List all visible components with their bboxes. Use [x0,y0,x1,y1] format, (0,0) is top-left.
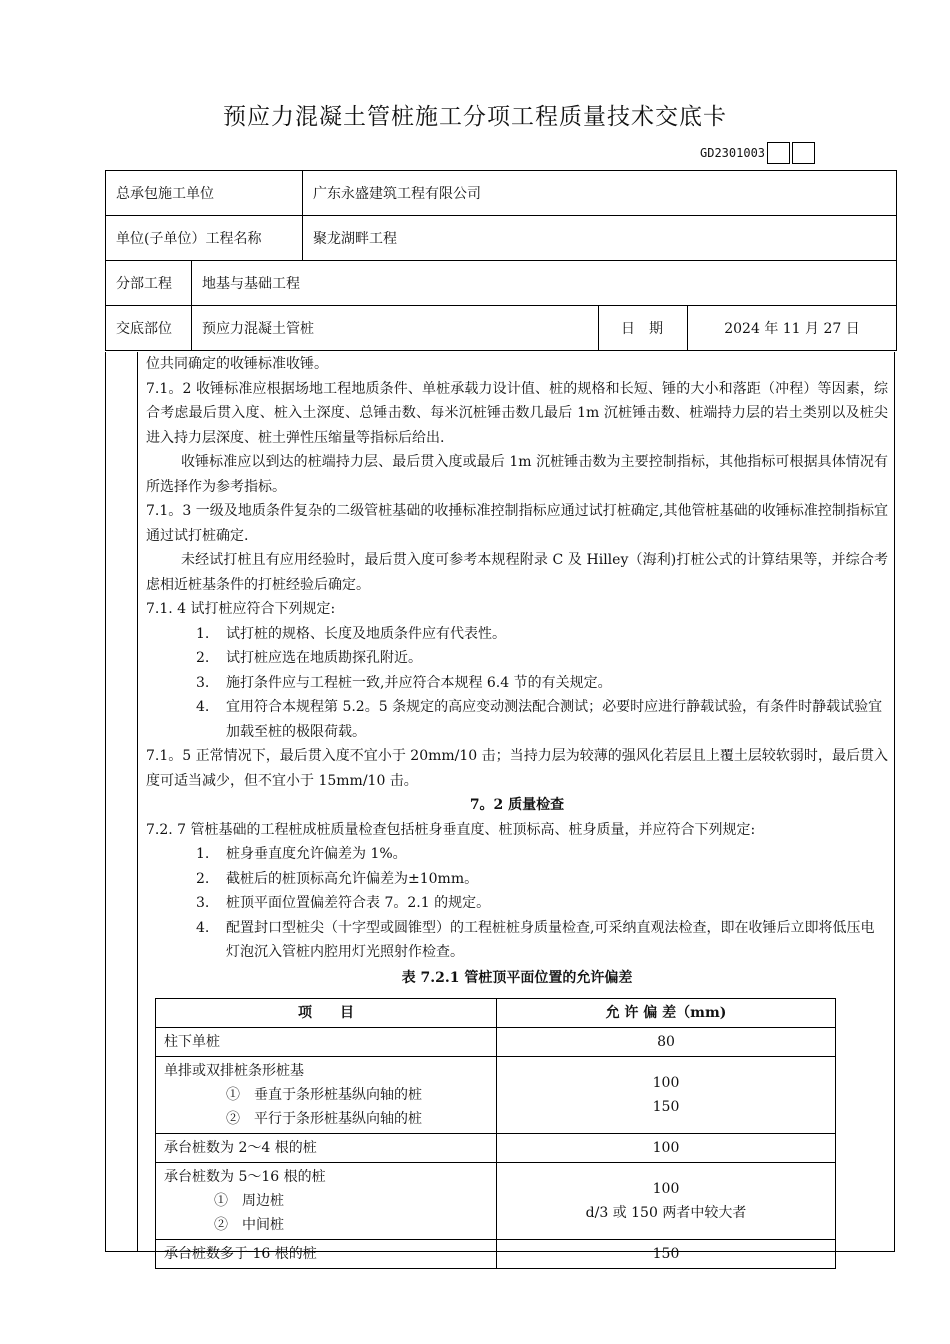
paragraph: 7.1。3 一级及地质条件复杂的二级管桩基础的收捶标准控制指标应通过试打桩确定,其他管桩基础的收锤标准控制指标宜通过试打桩确定. [146,503,888,544]
header-row-part [106,306,896,351]
list-number: 2. [196,650,210,666]
list-number: 1. [196,625,210,642]
list-text: 桩顶平面位置偏差符合表 7。2.1 的规定。 [226,895,491,911]
paragraph: 7.1。2 收锤标准应根据场地工程地质条件、单桩承载力设计值、桩的规格和长短、锤的大小和落距（冲程）等因素，综合考虑最后贯入度、桩入土深度、总锤击数、每米沉桩锤击数几最后 1m 沉桩锤击数、桩端持力层的岩土类别以及桩尖进入持力层深度、桩土弹性压缩量等指标后给出. [146,380,888,446]
doc-code [700,142,815,164]
header-row-division [106,261,896,306]
list-item [146,867,888,892]
header-row-project [106,216,896,261]
paragraph: 位共同确定的收锤标准收锤。 [146,356,328,372]
division-label: 分部工程 [116,276,172,292]
col-header-deviation: 允 许 偏 差（mm) [497,999,836,1028]
list-text: 试打桩应选在地质勘探孔附近。 [226,650,422,666]
paragraph: 未经试打桩且有应用经验时，最后贯入度可参考本规程附录 C 及 Hilley（海利)打桩公式的计算结果等，并综合考虑相近桩基条件的打桩经验后确定。 [146,552,888,593]
date-label: 日 期 [598,306,687,350]
doc-code-text: GD2301003 [700,146,766,160]
row-item: 承台桩数多于 16 根的桩 [156,1240,497,1269]
paragraph: 收锤标准应以到达的桩端持力层、最后贯入度或最后 1m 沉桩锤击数为主要控制指标，其他指标可根据具体情况有所选择作为参考指标。 [146,454,888,495]
row-deviation-value: 100 [652,1181,680,1197]
deviation-table [155,998,836,1269]
row-item-sub: ① 周边桩 [214,1193,284,1209]
list-item [146,916,888,965]
section-title: 7。2 质量检查 [469,797,565,813]
row-deviation-value: d/3 或 150 两者中较大者 [585,1205,747,1221]
part-label: 交底部位 [116,321,172,337]
table-row [156,1163,836,1240]
list-number: 4. [196,919,210,936]
list-number: 1. [196,846,210,862]
row-deviation-value: 100 [652,1075,680,1091]
row-item-title: 单排或双排桩条形桩基 [164,1063,304,1079]
division-value: 地基与基础工程 [191,261,896,305]
table-row [156,1134,836,1163]
row-deviation: 100 [497,1134,836,1163]
row-item: 柱下单桩 [156,1028,497,1057]
part-value: 预应力混凝土管桩 [191,306,598,350]
contractor-label: 总承包施工单位 [116,186,214,202]
list-number: 4. [196,699,210,715]
row-item: 承台桩数为 2～4 根的桩 [156,1134,497,1163]
list-item [146,622,888,647]
row-item-sub: ② 中间桩 [214,1217,284,1233]
table-title: 表 7.2.1 管桩顶平面位置的允许偏差 [401,969,633,986]
list-text: 桩身垂直度允许偏差为 1%。 [226,846,407,862]
header-table [105,170,897,351]
date-value: 2024 年 11 月 27 日 [687,306,896,350]
contractor-value: 广东永盛建筑工程有限公司 [302,171,896,215]
paragraph: 7.1。5 正常情况下，最后贯入度不宜小于 20mm/10 击；当持力层为较薄的强风化若层且上覆土层较软弱时，最后贯入度可适当减少，但不宜小于 15mm/10 击。 [146,748,888,789]
list-text: 截桩后的桩顶标高允许偏差为±10mm。 [226,870,479,887]
header-row-contractor [106,171,896,216]
row-item-sub: ② 平行于条形桩基纵向轴的桩 [226,1111,422,1127]
body-margin-line [137,352,138,1252]
list-number: 2. [196,870,210,887]
row-deviation [497,1057,836,1134]
table-row [156,1057,836,1134]
project-value: 聚龙湖畔工程 [302,216,896,260]
row-item [156,1057,497,1134]
table-row [156,1028,836,1057]
table-header-row [156,999,836,1028]
col-header-item: 项 目 [156,999,497,1028]
body-content [146,352,888,990]
list-text: 配置封口型桩尖（十字型或圆锥型）的工程桩桩身质量检查,可采纳直观法检查，即在收锤后立即将低压电灯泡沉入管桩内腔用灯光照射作检查。 [226,919,875,960]
list-item [146,842,888,867]
project-label: 单位(子单位）工程名称 [116,231,262,247]
row-deviation-value: 150 [652,1099,680,1115]
row-deviation [497,1163,836,1240]
row-deviation: 150 [497,1240,836,1269]
list-text: 试打桩的规格、长度及地质条件应有代表性。 [226,625,506,642]
row-item-sub: ① 垂直于条形桩基纵向轴的桩 [226,1087,422,1103]
list-text: 宜用符合本规程第 5.2。5 条规定的高应变动测法配合测试；必要时应进行静载试验，有条件时静载试验宜加载至桩的极限荷载。 [226,699,883,740]
list-item [146,891,888,916]
list-number: 3. [196,674,210,691]
list-item [146,671,888,696]
code-box-2 [792,142,815,164]
table-row [156,1240,836,1269]
list-item [146,646,888,671]
list-item [146,695,888,744]
row-item-title: 承台桩数为 5～16 根的桩 [164,1169,326,1185]
row-item [156,1163,497,1240]
paragraph: 7.2. 7 管桩基础的工程桩成桩质量检查包括桩身垂直度、桩顶标高、桩身质量，并应符合下列规定: [146,821,756,838]
row-deviation: 80 [497,1028,836,1057]
code-box-1 [767,142,790,164]
paragraph: 7.1. 4 试打桩应符合下列规定: [146,601,336,617]
list-text: 施打条件应与工程桩一致,并应符合本规程 6.4 节的有关规定。 [226,674,612,691]
list-number: 3. [196,895,210,911]
page-title: 预应力混凝土管桩施工分项工程质量技术交底卡 [223,104,727,130]
